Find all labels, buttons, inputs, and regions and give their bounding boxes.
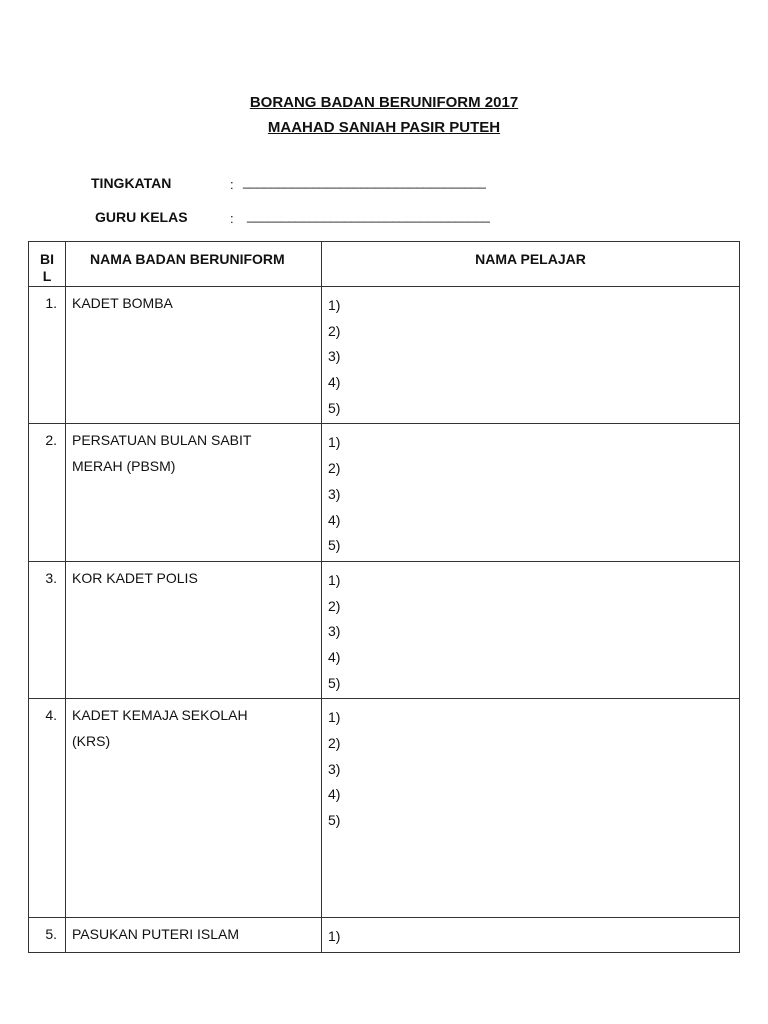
guru-kelas-label: GURU KELAS — [95, 209, 188, 225]
student-slot[interactable]: 3) — [328, 623, 341, 640]
school-name: MAAHAD SANIAH PASIR PUTEH — [267, 119, 501, 136]
student-slot[interactable]: 5) — [328, 399, 341, 416]
table-row — [29, 699, 740, 918]
student-slot[interactable]: 4) — [328, 511, 341, 528]
student-slot[interactable]: 3) — [328, 760, 341, 777]
row-nama-badan — [66, 918, 322, 953]
student-slot[interactable]: 2) — [328, 322, 341, 339]
student-slot[interactable]: 4) — [328, 786, 341, 803]
student-slot[interactable]: 4) — [328, 648, 341, 665]
student-slot[interactable]: 3) — [328, 348, 341, 365]
nama-badan-line: PERSATUAN BULAN SABIT — [72, 432, 252, 449]
row-nama-pelajar[interactable] — [322, 699, 740, 918]
row-nama-badan — [66, 561, 322, 698]
student-slot[interactable]: 5) — [328, 537, 341, 554]
header-bil-part: L — [42, 268, 52, 284]
row-nama-pelajar[interactable] — [322, 287, 740, 424]
tingkatan-input-line[interactable]: ___________________________________ — [243, 174, 486, 189]
nama-badan-line: MERAH (PBSM) — [72, 458, 176, 475]
table-row — [29, 424, 740, 561]
tingkatan-colon: : — [230, 177, 234, 192]
tingkatan-label: TINGKATAN — [91, 175, 172, 191]
student-slot[interactable]: 1) — [328, 434, 341, 451]
nama-badan-line: KADET KEMAJA SEKOLAH — [72, 707, 248, 724]
header-bil-part: BI — [40, 251, 54, 267]
row-bil: 3. — [29, 561, 66, 698]
student-slot[interactable]: 5) — [328, 674, 341, 691]
student-slot[interactable]: 1) — [328, 928, 341, 945]
student-slot[interactable]: 1) — [328, 571, 341, 588]
row-nama-pelajar[interactable] — [322, 424, 740, 561]
row-bil: 5. — [29, 918, 66, 953]
row-nama-badan — [66, 287, 322, 424]
header-nama-badan: NAMA BADAN BERUNIFORM — [66, 242, 322, 287]
row-bil: 2. — [29, 424, 66, 561]
form-title: BORANG BADAN BERUNIFORM 2017 — [249, 94, 519, 111]
student-slot[interactable]: 3) — [328, 485, 341, 502]
row-nama-badan — [66, 424, 322, 561]
guru-kelas-colon: : — [230, 211, 234, 226]
row-bil: 4. — [29, 699, 66, 918]
table-row — [29, 561, 740, 698]
student-slot[interactable]: 1) — [328, 709, 341, 726]
nama-badan-line: PASUKAN PUTERI ISLAM — [72, 926, 240, 943]
row-nama-badan — [66, 699, 322, 918]
header-nama-pelajar: NAMA PELAJAR — [322, 242, 740, 287]
student-slot[interactable]: 2) — [328, 735, 341, 751]
student-slot[interactable]: 5) — [328, 812, 341, 829]
table-row — [29, 287, 740, 424]
header-bil — [29, 242, 66, 287]
nama-badan-line: KOR KADET POLIS — [72, 569, 198, 586]
uniform-body-table — [28, 241, 740, 953]
student-slot[interactable]: 1) — [328, 297, 341, 313]
table-row — [29, 918, 740, 953]
row-nama-pelajar[interactable] — [322, 561, 740, 698]
guru-kelas-input-line[interactable]: ___________________________________ — [247, 208, 490, 223]
student-slot[interactable]: 2) — [328, 460, 341, 477]
student-slot[interactable]: 2) — [328, 597, 341, 614]
table-header-row — [29, 242, 740, 287]
nama-badan-line: KADET BOMBA — [72, 295, 173, 311]
nama-badan-line: (KRS) — [72, 733, 111, 750]
header-bil-text — [29, 251, 65, 285]
row-bil: 1. — [29, 287, 66, 424]
row-nama-pelajar[interactable] — [322, 918, 740, 953]
student-slot[interactable]: 4) — [328, 374, 341, 391]
